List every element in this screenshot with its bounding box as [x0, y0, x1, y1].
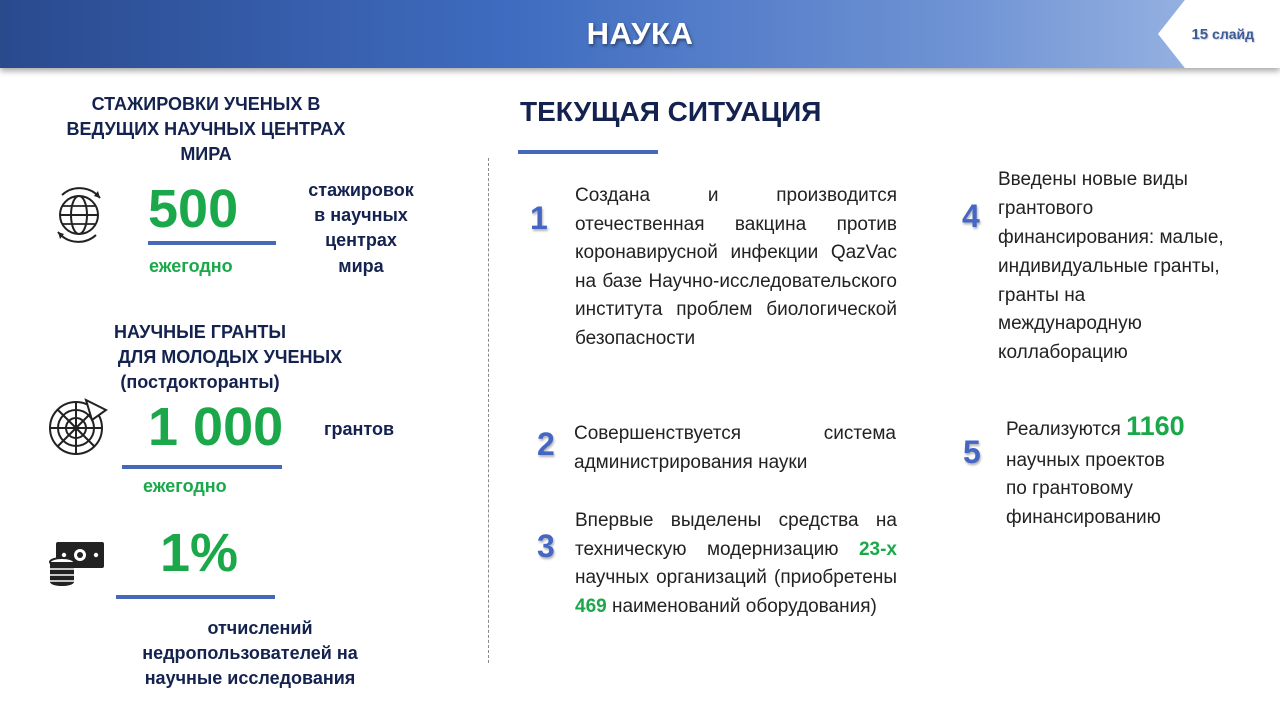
item-5-number: 5 — [963, 434, 981, 470]
slide-header — [0, 0, 1280, 68]
item-3-highlight-equipment: 469 — [575, 595, 607, 617]
internships-underline — [148, 241, 276, 245]
item-2-text: Совершенствуется система администрирования науки — [574, 423, 896, 473]
item-3-number: 3 — [537, 528, 555, 564]
item-4-number: 4 — [962, 198, 980, 234]
slide-number-value: 15 — [1191, 26, 1209, 43]
item-5-text: Реализуются 1160 научных проектов по грантовому финансированию — [1006, 411, 1185, 528]
royalty-description: отчислений недропользователей на научные исследования — [142, 618, 358, 689]
internships-frequency: ежегодно — [149, 256, 233, 276]
slide-number — [1191, 26, 1254, 43]
grants-description: грантов — [324, 419, 395, 439]
slide-number-word: слайд — [1212, 26, 1254, 42]
internships-value: 500 — [148, 179, 239, 239]
grants-frequency: ежегодно — [143, 476, 227, 496]
item-3-text: Впервые выделены средства на техническую модернизацию 23-х научных организаций (приобретены 469 наименований оборудования) — [575, 510, 897, 617]
slide-title: НАУКА — [586, 16, 694, 51]
item-4-text: Введены новые виды грантового финансирования: малые, индивидуальные гранты, гранты на международную коллаборацию — [998, 169, 1224, 364]
item-3-highlight-orgs: 23-х — [858, 538, 897, 560]
grants-title: НАУЧНЫЕ ГРАНТЫ ДЛЯ МОЛОДЫХ УЧЕНЫХ (постдокторанты) — [113, 322, 343, 393]
grants-underline — [122, 465, 282, 469]
internships-description: стажировок в научных центрах мира — [308, 180, 414, 276]
radial-chart-icon — [46, 396, 110, 463]
item-5-projects-count: 1160 — [1126, 411, 1185, 441]
current-situation-title: ТЕКУЩАЯ СИТУАЦИЯ — [520, 96, 822, 127]
item-1-text: Создана и производится отечественная вакцина против коронавирусной инфекции QazVac на базе Научно-исследовательского института проблем биологической безопасности — [575, 185, 897, 349]
item-1-number: 1 — [530, 200, 548, 236]
item-2-number: 2 — [537, 426, 555, 462]
money-coins-icon — [48, 540, 106, 593]
internships-title: СТАЖИРОВКИ УЧЕНЫХ В ВЕДУЩИХ НАУЧНЫХ ЦЕНТРАХ МИРА — [66, 94, 346, 165]
globe-icon — [50, 186, 108, 249]
grants-value: 1 000 — [148, 397, 284, 457]
royalty-value: 1% — [160, 523, 239, 583]
column-divider — [488, 158, 489, 663]
section-underline — [518, 150, 658, 154]
royalty-underline — [116, 595, 275, 599]
